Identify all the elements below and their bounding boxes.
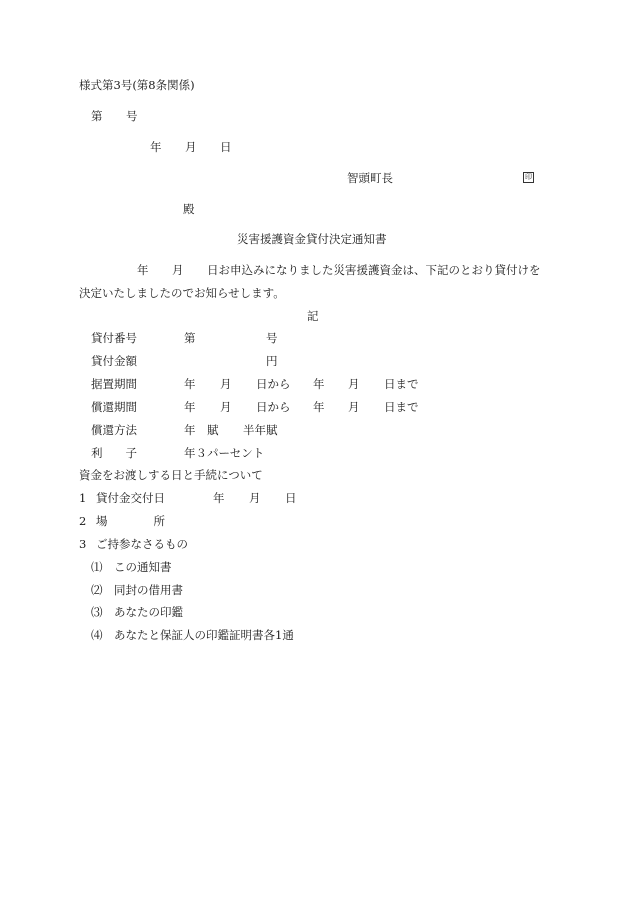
repay-day1: 日から bbox=[256, 400, 291, 414]
seal-mark: 印 bbox=[525, 173, 532, 181]
body-year: 年 bbox=[137, 263, 149, 277]
item2-label: 場 所 bbox=[96, 514, 165, 528]
repayment-method-semiannual: 半年賦 bbox=[243, 423, 278, 437]
item1-year: 年 bbox=[213, 491, 225, 505]
repayment-period-label: 償還期間 bbox=[91, 400, 137, 414]
grace-period-label: 据置期間 bbox=[91, 377, 137, 391]
form-number: 様式第3号(第8条関係) bbox=[79, 78, 195, 92]
repay-month2: 月 bbox=[348, 400, 360, 414]
issuer-name: 智頭町長 bbox=[347, 171, 393, 185]
body-month: 月 bbox=[172, 263, 184, 277]
repay-year2: 年 bbox=[313, 400, 325, 414]
bring-item-number: ⑵ bbox=[91, 583, 103, 597]
repay-day2: 日まで bbox=[384, 400, 419, 414]
repayment-method-label: 償還方法 bbox=[91, 423, 137, 437]
item3-number: 3 bbox=[79, 537, 87, 551]
grace-year1: 年 bbox=[184, 377, 196, 391]
repayment-method-annual: 年 賦 bbox=[184, 423, 219, 437]
procedure-heading: 資金をお渡しする日と手続について bbox=[79, 468, 263, 482]
bring-item-text: あなたと保証人の印鑑証明書各1通 bbox=[114, 628, 294, 642]
body-text-line2: 決定いたしましたのでお知らせします。 bbox=[79, 286, 285, 300]
loan-number-prefix: 第 bbox=[184, 331, 196, 345]
loan-number-suffix: 号 bbox=[266, 331, 278, 345]
bring-item-number: ⑴ bbox=[91, 560, 103, 574]
doc-number-prefix: 第 bbox=[91, 109, 103, 123]
repay-year1: 年 bbox=[184, 400, 196, 414]
body-text-line1: 日お申込みになりました災害援護資金は、下記のとおり貸付けを bbox=[207, 263, 541, 277]
addressee-honorific: 殿 bbox=[183, 202, 195, 216]
item3-label: ご持参なさるもの bbox=[96, 537, 188, 551]
interest-label: 利 子 bbox=[91, 446, 137, 460]
bring-item-text: この通知書 bbox=[114, 560, 172, 574]
date-day: 日 bbox=[220, 140, 232, 154]
interest-value: 年３パーセント bbox=[184, 446, 265, 460]
item1-label: 貸付金交付日 bbox=[96, 491, 165, 505]
bring-item-text: あなたの印鑑 bbox=[114, 605, 183, 619]
bring-item-number: ⑶ bbox=[91, 605, 103, 619]
grace-month1: 月 bbox=[220, 377, 232, 391]
grace-month2: 月 bbox=[348, 377, 360, 391]
item1-day: 日 bbox=[285, 491, 297, 505]
grace-day1: 日から bbox=[256, 377, 291, 391]
grace-day2: 日まで bbox=[384, 377, 419, 391]
document-title: 災害援護資金貸付決定通知書 bbox=[237, 232, 387, 246]
item1-month: 月 bbox=[249, 491, 261, 505]
loan-amount-unit: 円 bbox=[266, 354, 278, 368]
loan-number-label: 貸付番号 bbox=[91, 331, 137, 345]
repay-month1: 月 bbox=[220, 400, 232, 414]
grace-year2: 年 bbox=[313, 377, 325, 391]
item2-number: 2 bbox=[79, 514, 87, 528]
bring-item-number: ⑷ bbox=[91, 628, 103, 642]
item1-number: 1 bbox=[79, 491, 87, 505]
ki-heading: 記 bbox=[307, 309, 319, 323]
date-month: 月 bbox=[185, 140, 197, 154]
loan-amount-label: 貸付金額 bbox=[91, 354, 137, 368]
date-year: 年 bbox=[150, 140, 162, 154]
doc-number-suffix: 号 bbox=[126, 109, 138, 123]
bring-item-text: 同封の借用書 bbox=[114, 583, 183, 597]
